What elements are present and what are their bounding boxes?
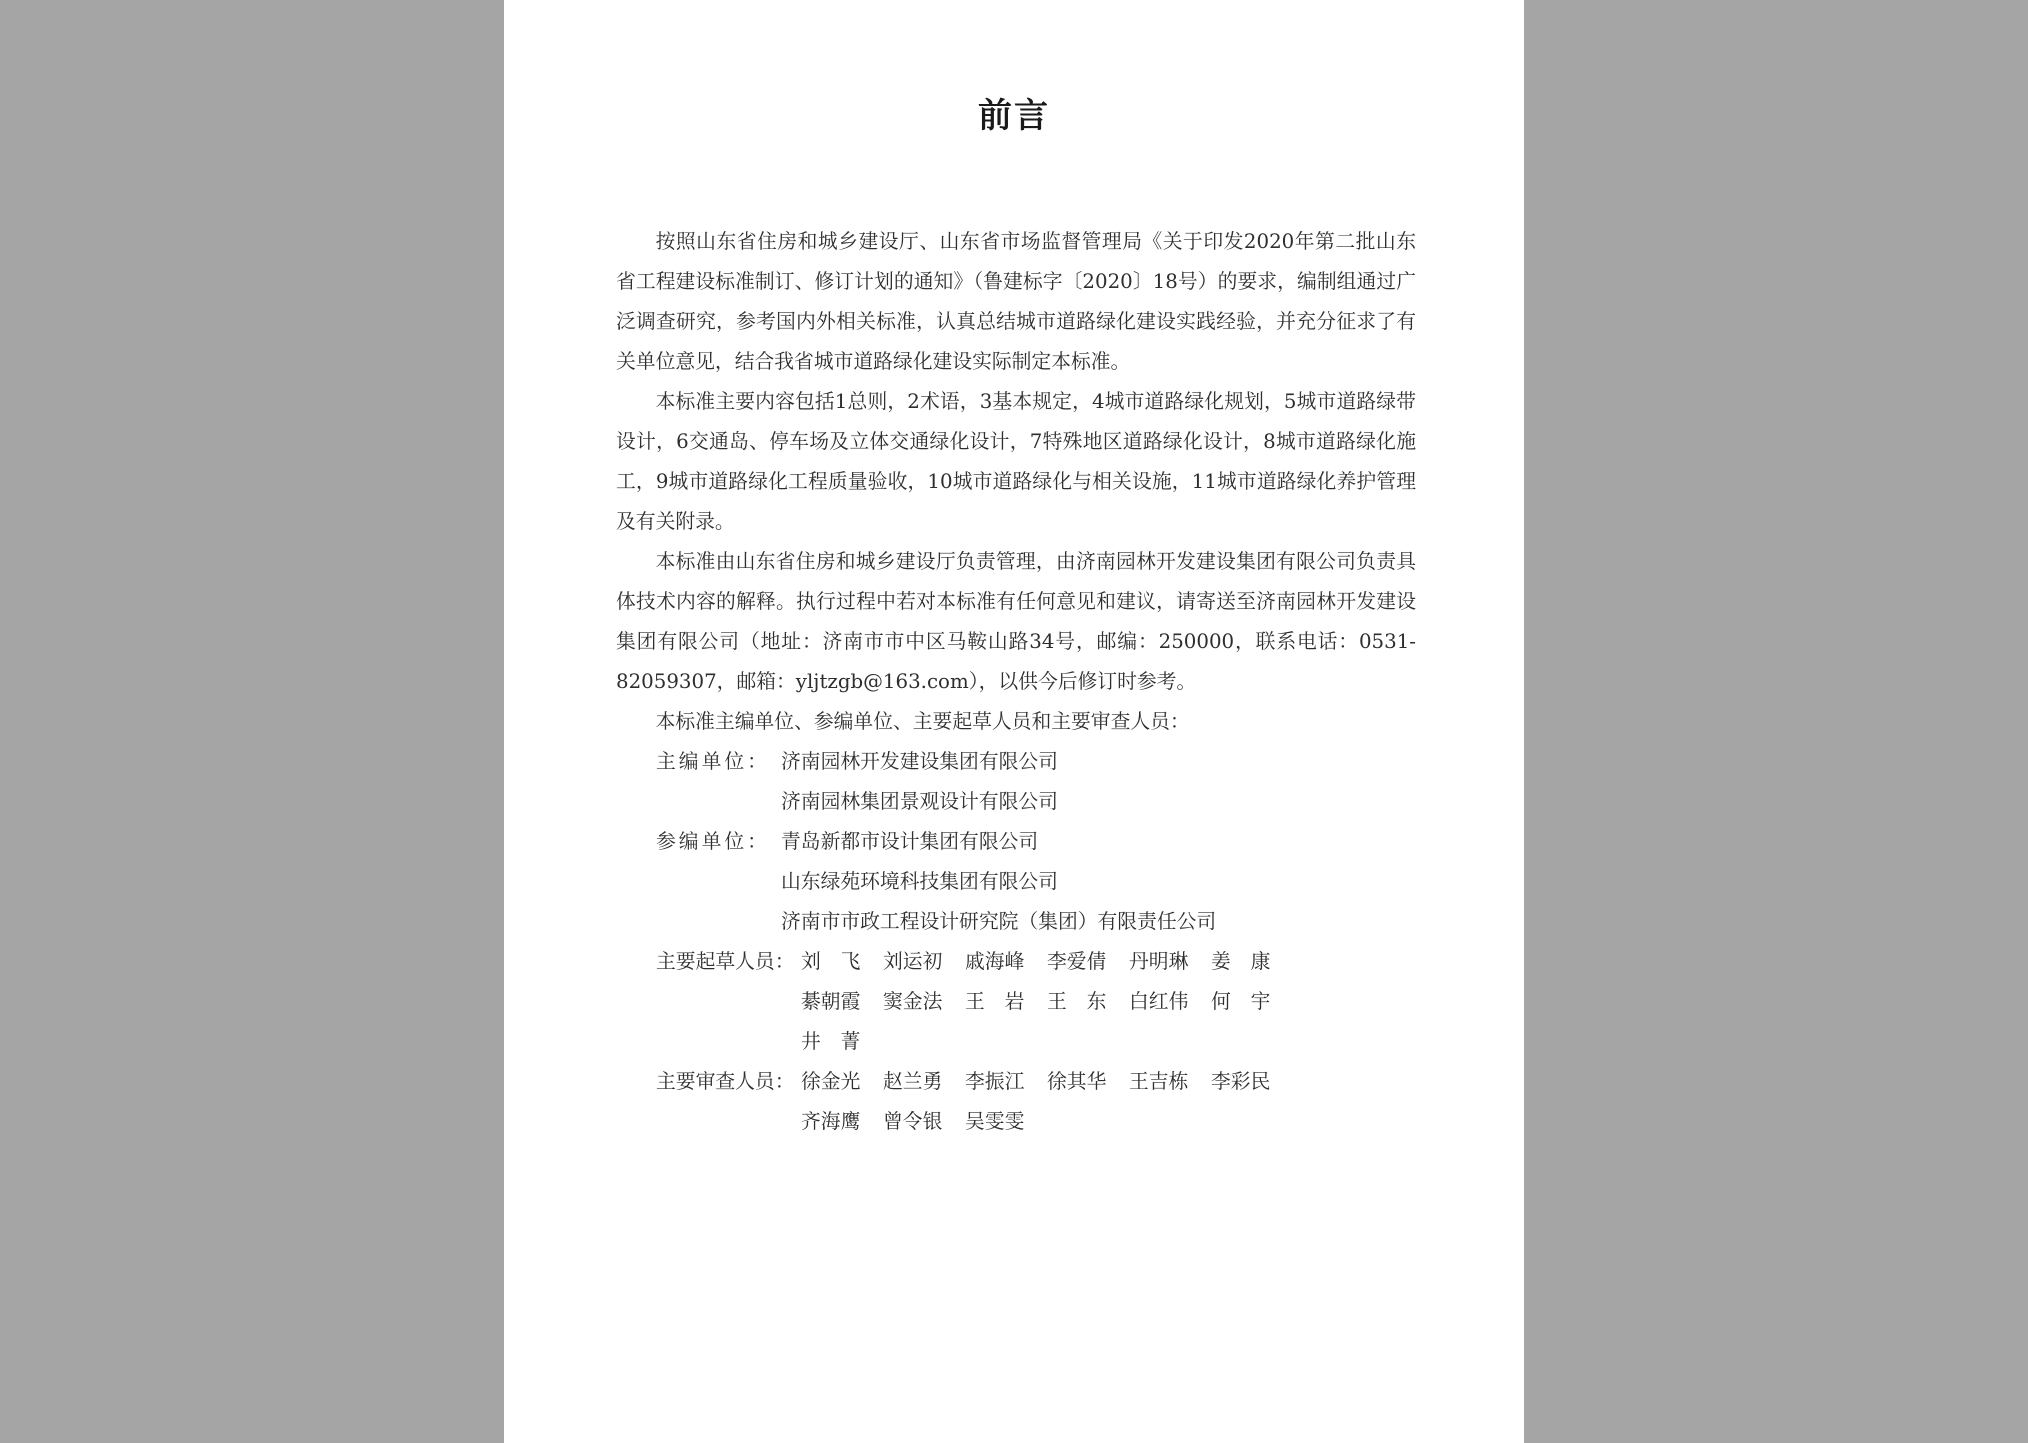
drafter-name: 李爱倩	[1047, 950, 1107, 973]
participating-units-list	[781, 822, 1216, 942]
reviewer-name: 齐海鹰	[801, 1110, 861, 1133]
chief-units-list	[781, 742, 1058, 822]
drafter-name: 井 菁	[801, 1030, 861, 1053]
drafter-name: 丹明琳	[1129, 950, 1189, 973]
participating-units-label: 参编单位：	[656, 830, 770, 853]
drafters-label: 主要起草人员：	[656, 950, 795, 973]
paragraph-management: 本标准由山东省住房和城乡建设厅负责管理，由济南园林开发建设集团有限公司负责具体技术内容的解释。执行过程中若对本标准有任何意见和建议，请寄送至济南园林开发建设集团有限公司（地址：济南市市中区马鞍山路34号，邮编：250000，联系电话：0531-82059307，邮箱：yljtzgb@163.com），以供今后修订时参考。	[616, 550, 1416, 693]
reviewers-list	[801, 1062, 1361, 1142]
document-page	[504, 0, 1524, 1443]
reviewer-name: 吴雯雯	[965, 1110, 1025, 1133]
drafter-name: 戚海峰	[965, 950, 1025, 973]
drafter-name: 刘 飞	[801, 950, 861, 973]
reviewer-name: 徐其华	[1047, 1070, 1107, 1093]
drafter-name: 姜 康	[1211, 950, 1271, 973]
participating-unit: 山东绿苑环境科技集团有限公司	[781, 870, 1058, 893]
reviewer-name: 李彩民	[1211, 1070, 1271, 1093]
drafters-list	[801, 942, 1361, 1062]
drafter-name: 白红伟	[1129, 990, 1189, 1013]
participating-units-row	[616, 822, 1416, 942]
drafter-name: 王 岩	[965, 990, 1025, 1013]
reviewer-name: 王吉栋	[1129, 1070, 1189, 1093]
chief-units-label: 主编单位：	[656, 750, 770, 773]
drafter-name: 王 东	[1047, 990, 1107, 1013]
reviewer-name: 李振江	[965, 1070, 1025, 1093]
chief-units-row	[616, 742, 1416, 822]
reviewer-name: 徐金光	[801, 1070, 861, 1093]
document-body	[616, 222, 1416, 1142]
drafter-name: 何 宇	[1211, 990, 1271, 1013]
drafter-name: 刘运初	[883, 950, 943, 973]
participating-unit: 青岛新都市设计集团有限公司	[781, 830, 1039, 853]
chief-unit: 济南园林集团景观设计有限公司	[781, 790, 1058, 813]
reviewer-name: 曾令银	[883, 1110, 943, 1133]
drafter-name: 窦金法	[883, 990, 943, 1013]
units-intro: 本标准主编单位、参编单位、主要起草人员和主要审查人员：	[655, 710, 1190, 733]
paragraph-contents: 本标准主要内容包括1总则，2术语，3基本规定，4城市道路绿化规划，5城市道路绿带设计，6交通岛、停车场及立体交通绿化设计，7特殊地区道路绿化设计，8城市道路绿化施工，9城市道路绿化工程质量验收，10城市道路绿化与相关设施，11城市道路绿化养护管理及有关附录。	[616, 390, 1416, 533]
reviewers-label: 主要审查人员：	[656, 1070, 795, 1093]
reviewers-row	[616, 1062, 1416, 1142]
participating-unit: 济南市市政工程设计研究院（集团）有限责任公司	[781, 910, 1217, 933]
drafters-row	[616, 942, 1416, 1062]
chief-unit: 济南园林开发建设集团有限公司	[781, 750, 1058, 773]
page-title: 前言	[978, 96, 1050, 136]
reviewer-name: 赵兰勇	[883, 1070, 943, 1093]
drafter-name: 綦朝霞	[801, 990, 861, 1013]
paragraph-basis: 按照山东省住房和城乡建设厅、山东省市场监督管理局《关于印发2020年第二批山东省工程建设标准制订、修订计划的通知》（鲁建标字〔2020〕18号）的要求，编制组通过广泛调查研究，参考国内外相关标准，认真总结城市道路绿化建设实践经验，并充分征求了有关单位意见，结合我省城市道路绿化建设实际制定本标准。	[616, 230, 1416, 373]
